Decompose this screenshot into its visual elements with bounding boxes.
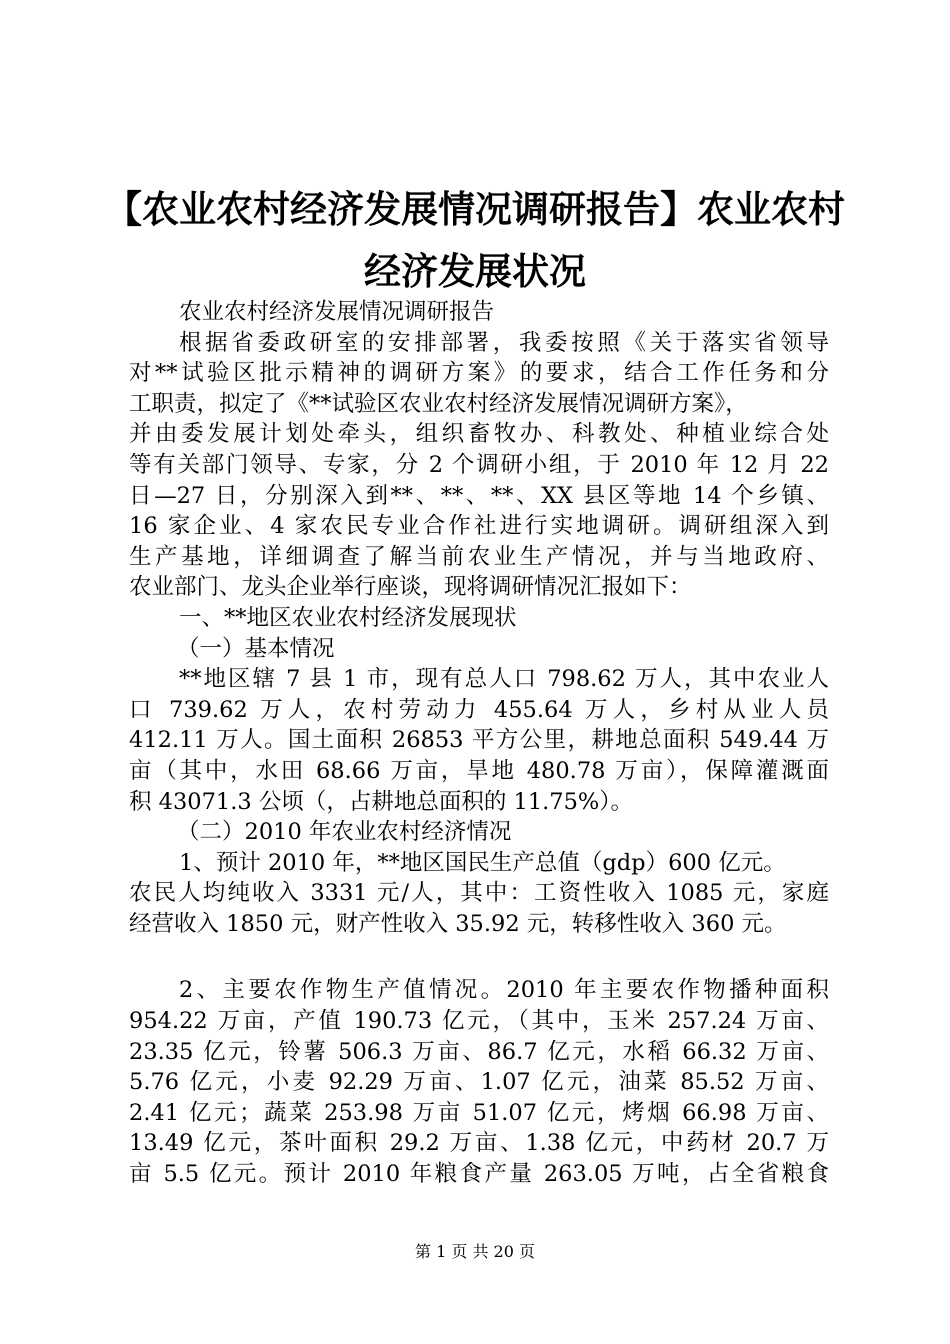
body-line: 农民人均纯收入 3331 元/人，其中：工资性收入 1085 元，家庭 [129, 880, 829, 907]
body-line: 根据省委政研室的安排部署，我委按照《关于落实省领导 [179, 329, 829, 356]
document-title [100, 178, 850, 302]
body-line: 16 家企业、4 家农民专业合作社进行实地调研。调研组深入到 [129, 513, 829, 540]
body-line: 农业部门、龙头企业举行座谈，现将调研情况汇报如下： [129, 574, 692, 601]
section-heading: 一、**地区农业农村经济发展现状 [179, 604, 517, 631]
body-line: 2、主要农作物生产值情况。2010 年主要农作物播种面积 [179, 977, 829, 1004]
body-line: 5.76 亿元，小麦 92.29 万亩、1.07 亿元，油菜 85.52 万亩、 [129, 1069, 829, 1096]
body-line: 并由委发展计划处牵头，组织畜牧办、科教处、种植业综合处 [129, 421, 829, 448]
body-line: 经营收入 1850 元，财产性收入 35.92 元，转移性收入 360 元。 [129, 910, 787, 937]
title-line-2: 经济发展状况 [364, 249, 586, 293]
body-line: 口 739.62 万人，农村劳动力 455.64 万人，乡村从业人员 [129, 696, 829, 723]
report-subtitle: 农业农村经济发展情况调研报告 [179, 299, 495, 325]
body-line: 13.49 亿元，茶叶面积 29.2 万亩、1.38 亿元，中药材 20.7 万 [129, 1130, 829, 1157]
body-line: 亩 5.5 亿元。预计 2010 年粮食产量 263.05 万吨，占全省粮食 [129, 1161, 829, 1188]
paragraph-gap [129, 939, 829, 975]
body-line: 23.35 亿元，铃薯 506.3 万亩、86.7 亿元，水稻 66.32 万亩、 [129, 1038, 829, 1065]
body-line: 对**试验区批示精神的调研方案》的要求，结合工作任务和分 [129, 360, 829, 387]
body-line: 积 43071.3 公顷（，占耕地总面积的 11.75%）。 [129, 788, 634, 815]
body-line: 日—27 日，分别深入到**、**、**、XX 县区等地 14 个乡镇、 [129, 482, 829, 509]
body-line: 亩（其中，水田 68.66 万亩，旱地 480.78 万亩），保障灌溉面 [129, 757, 829, 784]
body-line: 生产基地，详细调查了解当前农业生产情况，并与当地政府、 [129, 543, 829, 570]
body-line: 2.41 亿元；蔬菜 253.98 万亩 51.07 亿元，烤烟 66.98 万亩、 [129, 1099, 829, 1126]
body-line: **地区辖 7 县 1 市，现有总人口 798.62 万人，其中农业人 [179, 666, 829, 693]
subsection-heading: （一）基本情况 [177, 635, 335, 662]
page-footer: 第 1 页 共 20 页 [415, 1242, 535, 1261]
subsection-heading: （二）2010 年农业农村经济情况 [177, 819, 512, 846]
body-line: 954.22 万亩，产值 190.73 亿元，（其中，玉米 257.24 万亩、 [129, 1008, 829, 1035]
body-line: 工职责，拟定了《**试验区农业农村经济发展情况调研方案》， [129, 390, 748, 417]
body-line: 等有关部门领导、专家，分 2 个调研小组，于 2010 年 12 月 22 [129, 451, 829, 478]
title-line-1: 【农业农村经济发展情况调研报告】农业农村 [105, 187, 845, 231]
body-line: 1、预计 2010 年，**地区国民生产总值（gdp）600 亿元。 [179, 849, 786, 876]
body-line: 412.11 万人。国土面积 26853 平方公里，耕地总面积 549.44 万 [129, 727, 829, 754]
document-body [129, 297, 829, 1190]
